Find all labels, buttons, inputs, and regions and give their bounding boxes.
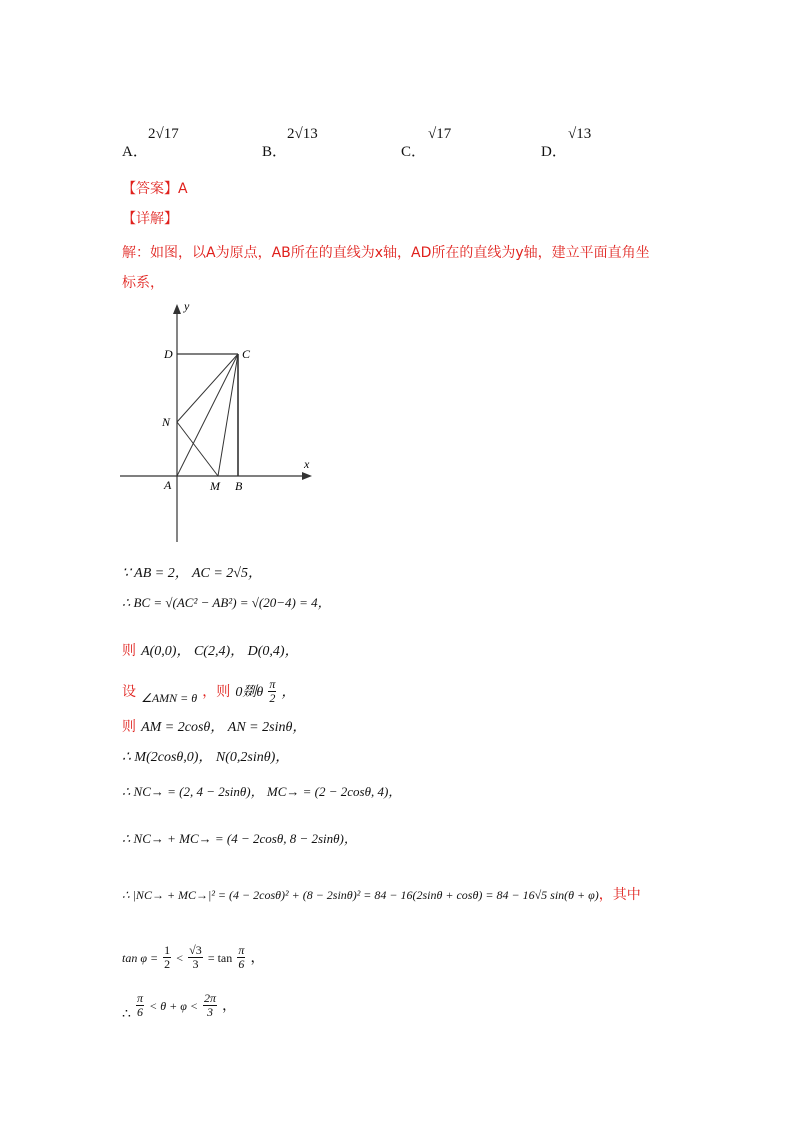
step-5 [122, 716, 306, 736]
label-n: N [162, 415, 171, 429]
option-a [122, 140, 148, 161]
step-10-tan2: = tan [207, 951, 233, 965]
option-b [262, 140, 287, 161]
option-c-value: √17 [428, 126, 452, 142]
step-7: ∴ NC→ = (2, 4 − 2sinθ)， MC→ = (2 − 2cosθ, 4)， [122, 784, 402, 799]
step-11-frac1-num: π [137, 991, 144, 1005]
step-1: ∵ AB = 2， AC = 2√5， [122, 566, 262, 581]
step-8: ∴ NC→ + MC→ = (4 − 2cosθ, 8 − 2sinθ)， [122, 831, 357, 846]
step-5-prefix: 则 [122, 719, 136, 735]
step-10-tan: tan φ = [122, 951, 159, 965]
step-4-prefix: 设 [122, 684, 136, 700]
step-11-therefore: ∴ [122, 1007, 131, 1022]
step-10-frac2-num: √3 [189, 943, 202, 957]
step-9-text: ∴ |NC→ + MC→|² = (4 − 2cosθ)² + (8 − 2sinθ)² = 84 − 16(2sinθ + cosθ) = 84 − 16√5 sin(θ + φ) [122, 888, 599, 902]
step-3-text: A(0,0)， C(2,4)， D(0,4)， [141, 644, 299, 659]
x-axis-arrow [302, 472, 312, 480]
step-9-suffix: ，其中 [598, 887, 641, 903]
step-5-text: AM = 2cosθ， AN = 2sinθ， [141, 720, 307, 735]
step-10-frac3-num: π [238, 943, 245, 957]
step-11-frac2-den: 3 [207, 1005, 214, 1019]
step-10-frac2 [188, 944, 203, 971]
coordinate-diagram [120, 300, 320, 545]
option-c [401, 140, 426, 161]
step-4-then: ，则 [202, 684, 231, 700]
step-11 [122, 991, 237, 1022]
answer-label: 【答案】A [122, 181, 188, 197]
step-11-frac2-num: 2π [204, 991, 217, 1005]
step-11-frac1-den: 6 [137, 1005, 144, 1019]
step-4-range: 0剟θ [235, 685, 264, 700]
step-3-prefix: 则 [122, 643, 136, 659]
step-6: ∴ M(2cosθ,0)， N(0,2sinθ)， [122, 750, 290, 765]
step-10-lt: < [176, 951, 184, 965]
step-10-frac1-num: 1 [164, 943, 171, 957]
option-d-letter: D． [541, 144, 567, 160]
y-axis-arrow [173, 304, 181, 314]
option-a-value: 2√17 [148, 126, 179, 142]
step-4 [122, 678, 295, 705]
step-11-frac1 [136, 992, 144, 1019]
step-2: ∴ BC = √(AC² − AB²) = √(20−4) = 4， [122, 595, 331, 610]
option-a-letter: A． [122, 144, 148, 160]
step-9 [122, 884, 641, 904]
solution-intro-line2: 标系， [122, 275, 164, 291]
label-x: x [304, 457, 310, 471]
step-4-angle: ∠AMN = θ [141, 691, 198, 705]
segment-nm [177, 422, 218, 476]
label-m: M [210, 479, 220, 493]
option-c-letter: C． [401, 144, 427, 160]
detail-label: 【详解】 [122, 211, 178, 227]
segment-ac [177, 354, 238, 476]
step-10-end: ， [250, 951, 265, 966]
step-10-frac1-den: 2 [164, 957, 171, 971]
step-11-end: ， [222, 999, 237, 1014]
step-4-end: ， [281, 685, 296, 700]
label-d: D [164, 347, 173, 361]
step-10-frac3-den: 6 [238, 957, 245, 971]
step-10-frac2-den: 3 [192, 957, 199, 971]
step-10-frac1 [163, 944, 171, 971]
label-a: A [164, 478, 172, 492]
option-b-letter: B． [262, 144, 288, 160]
step-10-frac3 [237, 944, 245, 971]
step-11-ineq: < θ + φ < [149, 999, 198, 1013]
option-d-value: √13 [568, 126, 592, 142]
step-11-frac2 [203, 992, 217, 1019]
label-c: C [242, 347, 251, 361]
step-4-fraction [268, 678, 276, 705]
step-3 [122, 640, 299, 660]
solution-intro-line1: 解：如图，以A为原点，AB所在的直线为x轴，AD所在的直线为y轴，建立平面直角坐 [122, 245, 650, 261]
option-d [541, 140, 567, 161]
step-10 [122, 944, 264, 971]
step-4-frac-num: π [269, 677, 276, 691]
label-y: y [184, 300, 190, 313]
step-4-frac-den: 2 [269, 691, 276, 705]
label-b: B [235, 479, 243, 493]
option-b-value: 2√13 [287, 126, 318, 142]
